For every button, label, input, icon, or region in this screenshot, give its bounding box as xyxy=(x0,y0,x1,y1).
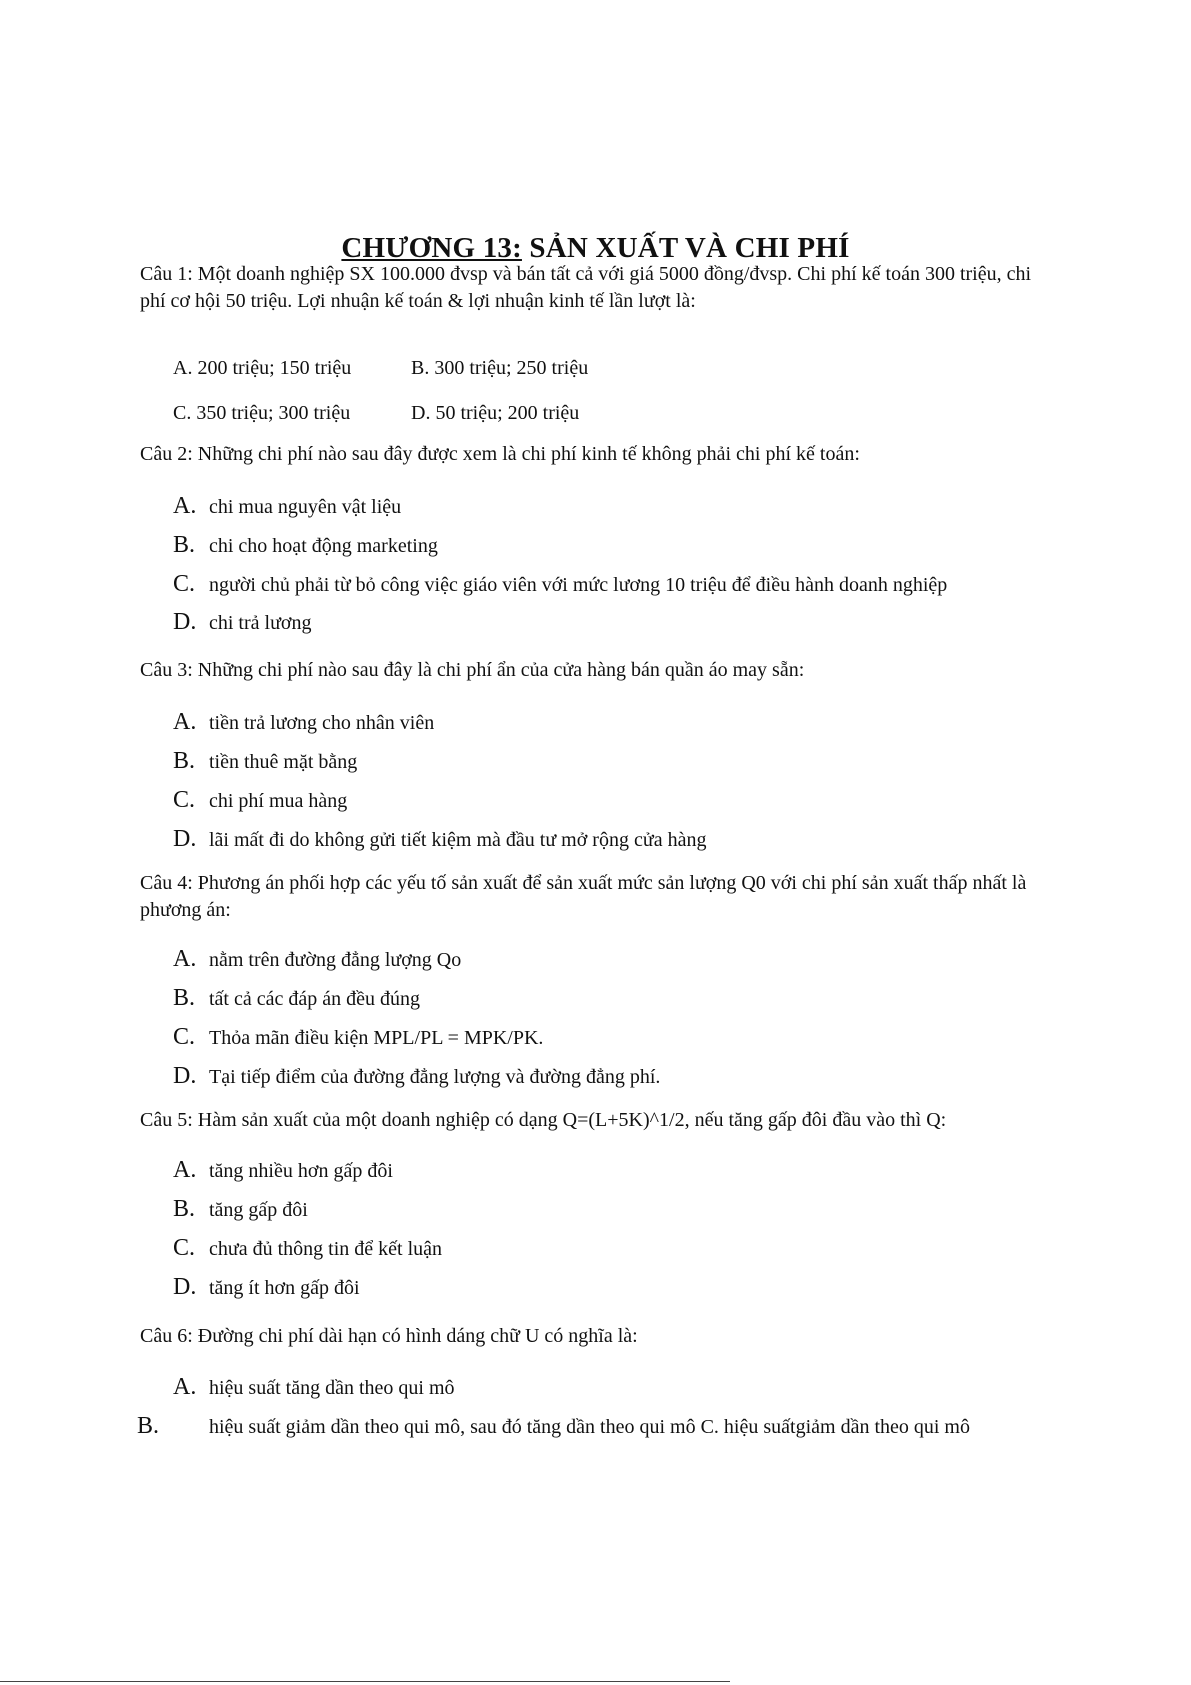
question-2-stem: Câu 2: Những chi phí nào sau đây được xem là chi phí kinh tế không phải chi phí kế toán: xyxy=(140,443,860,465)
question-1-option-b: B. 300 triệu; 250 triệu xyxy=(411,357,589,379)
question-5-option-b: B. tăng gấp đôi xyxy=(173,1196,308,1222)
question-2-option-d: D. chi trả lương xyxy=(173,609,312,635)
question-3-option-d: D. lãi mất đi do không gửi tiết kiệm mà đầu tư mở rộng cửa hàng xyxy=(173,826,707,852)
question-6-stem: Câu 6: Đường chi phí dài hạn có hình dáng chữ U có nghĩa là: xyxy=(140,1325,638,1347)
question-1-option-d: D. 50 triệu; 200 triệu xyxy=(411,402,580,424)
question-4-stem: Câu 4: Phương án phối hợp các yếu tố sản xuất để sản xuất mức sản lượng Q0 với chi phí sản xuất thấp nhất là phương án: xyxy=(140,872,1027,921)
question-2-option-a: A. chi mua nguyên vật liệu xyxy=(173,493,402,519)
question-2-option-b: B. chi cho hoạt động marketing xyxy=(173,532,438,558)
question-4-option-b: B. tất cả các đáp án đều đúng xyxy=(173,985,421,1011)
question-1-option-a: A. 200 triệu; 150 triệu xyxy=(173,357,352,379)
chapter-label: CHƯƠNG 13: xyxy=(341,232,522,264)
question-3-option-a: A. tiền trả lương cho nhân viên xyxy=(173,709,435,735)
question-6-option-a: A. hiệu suất tăng dần theo qui mô xyxy=(173,1374,455,1400)
question-3-option-c: C. chi phí mua hàng xyxy=(173,787,348,813)
question-3-option-b: B. tiền thuê mặt bằng xyxy=(173,748,358,774)
chapter-name: SẢN XUẤT VÀ CHI PHÍ xyxy=(521,232,850,264)
question-5-stem: Câu 5: Hàm sản xuất của một doanh nghiệp có dạng Q=(L+5K)^1/2, nếu tăng gấp đôi đầu vào thì Q: xyxy=(140,1109,947,1131)
question-3-stem: Câu 3: Những chi phí nào sau đây là chi phí ẩn của cửa hàng bán quần áo may sẵn: xyxy=(140,659,805,681)
question-1-option-c: C. 350 triệu; 300 triệu xyxy=(173,402,351,424)
question-4-option-a: A. nằm trên đường đẳng lượng Qo xyxy=(173,946,462,972)
question-6-option-b: B. hiệu suất giảm dần theo qui mô, sau đó tăng dần theo qui mô C. hiệu suấtgiảm dần theo qui mô xyxy=(137,1413,970,1439)
question-4-option-c: C. Thỏa mãn điều kiện MPL/PL = MPK/PK. xyxy=(173,1024,544,1050)
page-bottom-rule xyxy=(0,1681,730,1682)
question-2-option-c: C. người chủ phải từ bỏ công việc giáo viên với mức lương 10 triệu để điều hành doanh nghiệp xyxy=(173,571,948,597)
question-1-stem: Câu 1: Một doanh nghiệp SX 100.000 đvsp và bán tất cả với giá 5000 đồng/đvsp. Chi phí kế toán 300 triệu, chi phí cơ hội 50 triệu. Lợi nhuận kế toán & lợi nhuận kinh tế lần lượt là: xyxy=(140,263,1032,312)
question-5-option-a: A. tăng nhiều hơn gấp đôi xyxy=(173,1157,393,1183)
question-5-option-d: D. tăng ít hơn gấp đôi xyxy=(173,1274,360,1300)
question-5-option-c: C. chưa đủ thông tin để kết luận xyxy=(173,1235,443,1261)
question-4-option-d: D. Tại tiếp điểm của đường đẳng lượng và đường đẳng phí. xyxy=(173,1063,661,1089)
